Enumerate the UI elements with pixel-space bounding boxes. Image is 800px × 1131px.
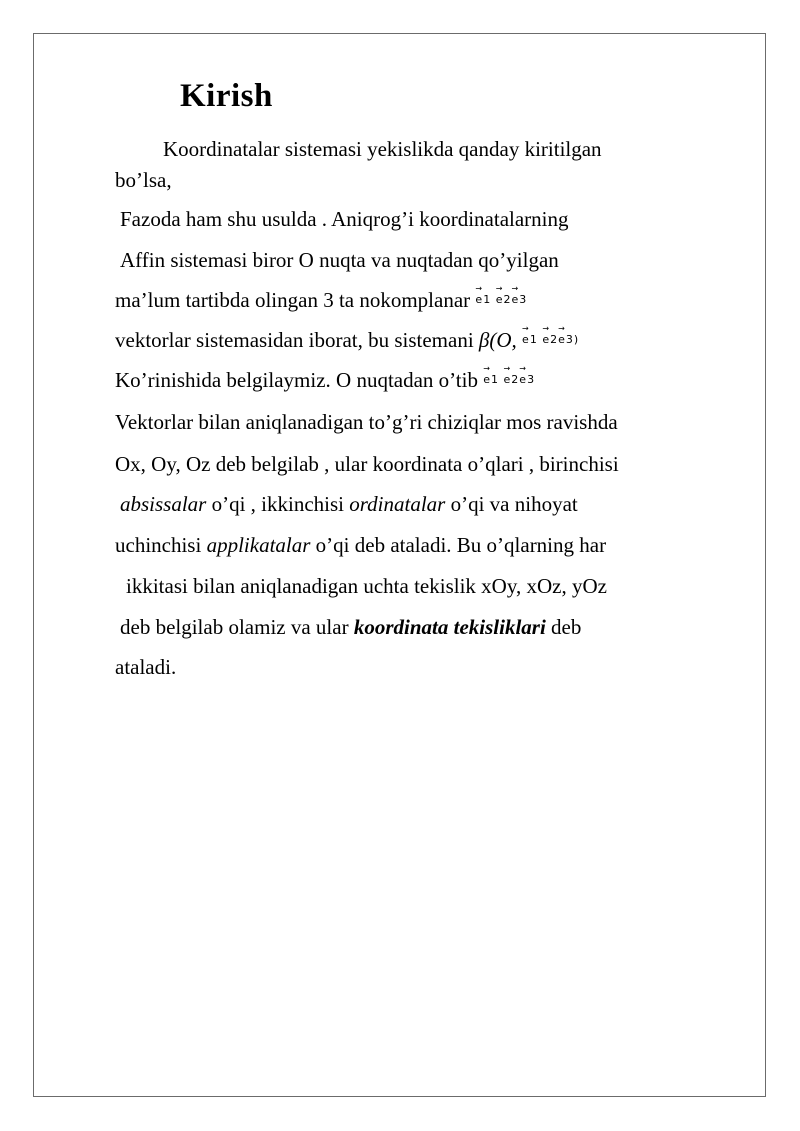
text-segment: Ko’rinishida belgilaymiz. O nuqtadan o’tib [115, 368, 478, 392]
text-segment: o’qi , ikkinchisi [211, 492, 345, 516]
text-line-2: bo’lsa, [115, 168, 172, 192]
vector-e2: → e2 [496, 294, 512, 305]
text-line-4: Affin sistemasi biror O nuqta va nuqtadan qo’yilgan [120, 248, 559, 272]
text-line-5 [115, 290, 527, 311]
term-absissalar: absissalar [120, 492, 207, 516]
text-line-11 [115, 535, 606, 556]
vector-e1: → e1 [522, 334, 538, 345]
vector-e2: → e2 [504, 374, 520, 385]
vector-triple [522, 333, 579, 346]
text-segment: vektorlar sistemasidan iborat, bu sistemani [115, 328, 474, 352]
text-line-10 [120, 494, 578, 515]
text-segment: o’qi va nihoyat [450, 492, 578, 516]
vector-triple [475, 293, 527, 306]
vector-e3: → e3 [511, 294, 527, 305]
text-segment: o’qi deb ataladi. Bu o’qlarning har [315, 533, 607, 557]
text-line-8: Vektorlar bilan aniqlanadigan to’g’ri chiziqlar mos ravishda [115, 410, 618, 434]
term-ordinatalar: ordinatalar [349, 492, 446, 516]
vector-e1: → e1 [475, 294, 491, 305]
vector-triple [483, 373, 535, 386]
term-koordinata-tekisliklari: koordinata tekisliklari [353, 615, 546, 639]
text-line-13 [120, 617, 581, 638]
vector-e3: → e3 [558, 334, 574, 345]
page-title: Kirish [180, 78, 273, 114]
term-applikatalar: applikatalar [206, 533, 311, 557]
text-segment: uchinchisi [115, 533, 202, 557]
vector-e3: → e3 [519, 374, 535, 385]
vector-e2: → e2 [542, 334, 558, 345]
text-line-7 [115, 370, 535, 391]
text-segment: deb [551, 615, 582, 639]
page-border [33, 33, 766, 1097]
text-line-6 [115, 330, 579, 351]
vector-e1: → e1 [483, 374, 499, 385]
text-line-12: ikkitasi bilan aniqlanadigan uchta tekislik xOy, xOz, yOz [126, 574, 607, 598]
text-segment: deb belgilab olamiz va ular [120, 615, 349, 639]
text-segment: ma’lum tartibda olingan 3 ta nokomplanar [115, 288, 471, 312]
text-line-9: Ox, Oy, Oz deb belgilab , ular koordinata o’qlari , birinchisi [115, 452, 619, 476]
basis-notation: β(O, [478, 328, 517, 352]
text-line-14: ataladi. [115, 655, 177, 679]
text-line-3: Fazoda ham shu usulda . Aniqrog’i koordinatalarning [120, 207, 569, 231]
closing-paren: ) [573, 333, 580, 346]
text-line-1: Koordinatalar sistemasi yekislikda qanday kiritilgan [163, 137, 602, 161]
